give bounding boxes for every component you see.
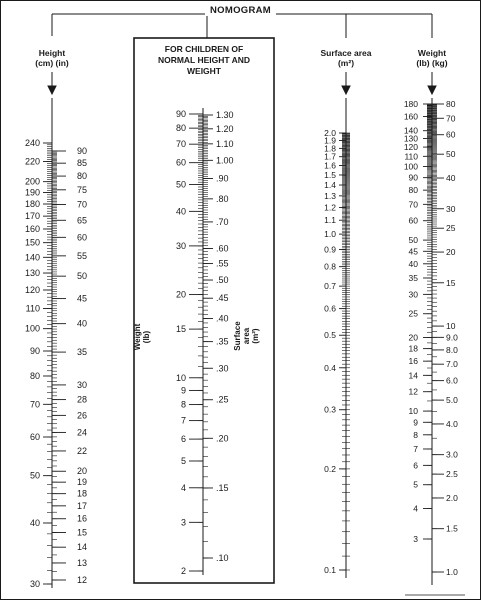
tick-label: 160	[403, 111, 418, 122]
tick-label: 9.0	[446, 332, 458, 343]
tick-label: .10	[216, 553, 229, 563]
tick-label: 5	[413, 479, 418, 490]
tick-label: .40	[216, 313, 229, 324]
tick-label: 14	[408, 370, 418, 381]
children-box	[134, 38, 274, 583]
tick-label: 30	[29, 579, 40, 589]
tick-label: 180	[403, 99, 418, 109]
tick-label: 40	[29, 517, 40, 528]
tick-label: 60	[408, 215, 418, 226]
tick-label: 30	[175, 240, 186, 251]
tick-label: 20	[175, 289, 186, 300]
tick-label: 1.3	[324, 190, 336, 201]
tick-label: 30	[446, 203, 456, 214]
tick-label: .20	[216, 433, 229, 444]
tick-label: 160	[24, 223, 40, 234]
tick-label: 8	[413, 429, 418, 440]
tick-label: 0.3	[324, 404, 336, 415]
tick-label: 1.10	[216, 138, 234, 149]
tick-label: 10	[408, 406, 418, 417]
tick-label: 7.0	[446, 359, 458, 370]
tick-label: 15	[175, 324, 186, 335]
tick-label: 3	[413, 534, 418, 544]
height-label: Height	[38, 48, 66, 58]
tick-label: 190	[24, 187, 40, 198]
tick-label: 40	[77, 318, 88, 329]
tick-label: 90	[29, 346, 40, 357]
box-header-line-3: WEIGHT	[187, 66, 221, 76]
tick-label: .80	[216, 193, 229, 204]
weight-label: Weight	[417, 48, 447, 58]
tick-label: 1.0	[446, 567, 458, 577]
tick-label: 45	[77, 293, 88, 304]
tick-label: .60	[216, 243, 229, 254]
tick-label: 80	[446, 99, 456, 109]
tick-label: 1.5	[324, 169, 336, 180]
tick-label: 12	[77, 575, 88, 585]
tick-label: 80	[77, 171, 88, 182]
nomogram-title: NOMOGRAM	[0, 5, 481, 16]
height-header	[22, 48, 82, 68]
tick-label: 40	[175, 206, 186, 217]
tick-label: 1.2	[324, 202, 336, 213]
tick-label: 2.0	[324, 128, 336, 138]
tick-label: 18	[408, 343, 418, 354]
tick-label: 2.0	[446, 492, 458, 503]
tick-label: 15	[77, 527, 88, 538]
tick-label: 6	[413, 460, 418, 471]
tick-label: 0.5	[324, 330, 336, 341]
tick-label: 7	[413, 443, 418, 454]
tick-label: .35	[216, 336, 229, 347]
tick-label: 70	[446, 113, 456, 124]
tick-label: 0.4	[324, 362, 336, 373]
tick-label: 15	[446, 277, 456, 288]
tick-label: 5.0	[446, 395, 458, 406]
tick-label: 100	[403, 161, 418, 172]
tick-label: 70	[29, 399, 40, 410]
tick-label: .55	[216, 258, 229, 269]
tick-label: 25	[446, 223, 456, 234]
weight-units: (lb) (kg)	[416, 58, 448, 68]
tick-label: 60	[77, 232, 88, 243]
tick-label: 24	[77, 427, 88, 438]
tick-label: 17	[77, 500, 88, 511]
tick-label: 1.1	[324, 215, 336, 226]
tick-label: 50	[77, 271, 88, 282]
tick-label: 1.0	[324, 229, 336, 240]
tick-label: 1.00	[216, 155, 234, 166]
tick-label: 9	[413, 417, 418, 428]
tick-label: 55	[77, 250, 88, 261]
tick-label: 40	[408, 258, 418, 269]
tick-label: 65	[77, 215, 88, 226]
tick-label: 26	[77, 410, 88, 421]
tick-label: 50	[408, 235, 418, 246]
tick-label: 1.6	[324, 160, 336, 171]
tick-label: 90	[175, 109, 186, 119]
tick-label: 3	[180, 517, 186, 528]
tick-label: 10	[175, 372, 186, 383]
tick-label: .45	[216, 293, 229, 304]
tick-label: 6.0	[446, 375, 458, 386]
tick-label: 60	[446, 129, 456, 140]
tick-label: 0.7	[324, 281, 336, 292]
tick-label: 140	[24, 252, 40, 263]
tick-label: 19	[77, 477, 88, 488]
tick-label: 2	[180, 566, 186, 576]
surface-area-label: Surface area	[320, 48, 372, 58]
tick-label: 80	[29, 370, 40, 381]
tick-label: 22	[77, 445, 88, 456]
tick-label: 200	[24, 176, 40, 187]
box-header-line-1: FOR CHILDREN OF	[164, 44, 244, 54]
tick-label: 20	[446, 247, 456, 258]
tick-label: 20	[408, 332, 418, 343]
tick-label: 70	[408, 199, 418, 210]
box-header	[136, 44, 272, 77]
tick-label: 240	[24, 138, 40, 148]
tick-label: 35	[77, 347, 88, 358]
tick-label: 120	[24, 285, 40, 295]
tick-label: 10	[446, 321, 456, 332]
tick-label: 110	[404, 151, 418, 162]
tick-label: 1.5	[446, 523, 458, 534]
tick-label: 1.9	[324, 135, 336, 146]
tick-label: 110	[25, 303, 40, 314]
tick-label: 1.8	[324, 143, 336, 154]
tick-label: 50	[29, 470, 40, 481]
tick-label: 8	[180, 399, 186, 410]
tick-label: 4	[413, 503, 418, 514]
tick-label: 50	[446, 149, 456, 160]
tick-label: 130	[403, 133, 418, 144]
tick-label: .50	[216, 275, 229, 286]
tick-label: 100	[24, 323, 40, 334]
tick-label: 90	[408, 172, 418, 183]
box-surface-label: Surface area (m²)	[233, 321, 260, 351]
outer-frame	[1, 1, 481, 600]
tick-label: 120	[403, 142, 418, 153]
tick-label: 16	[408, 356, 418, 367]
tick-label: 75	[77, 184, 88, 195]
tick-label: 60	[29, 432, 40, 442]
tick-label: 50	[175, 179, 186, 190]
tick-label: 90	[77, 146, 88, 156]
tick-label: 13	[77, 557, 88, 568]
tick-label: 45	[408, 246, 418, 257]
tick-label: .70	[216, 216, 229, 227]
tick-label: 18	[77, 488, 88, 499]
tick-label: 6	[180, 434, 186, 445]
tick-label: 14	[77, 542, 88, 553]
tick-label: 80	[408, 185, 418, 196]
tick-label: 80	[175, 123, 186, 134]
tick-label: 0.2	[324, 463, 336, 474]
box-header-line-2: NORMAL HEIGHT AND	[157, 55, 251, 65]
tick-label: 130	[24, 268, 40, 279]
tick-label: 1.4	[324, 180, 336, 191]
tick-label: 7	[180, 415, 186, 426]
tick-label: 25	[408, 308, 418, 319]
tick-label: 12	[408, 386, 418, 397]
tick-label: 180	[24, 199, 40, 210]
tick-label: 16	[77, 513, 88, 524]
tick-label: 0.6	[324, 303, 336, 314]
tick-label: 170	[24, 211, 40, 222]
tick-label: 30	[408, 289, 418, 300]
surface-area-header	[311, 48, 381, 68]
tick-label: 60	[175, 157, 186, 168]
tick-label: 220	[24, 156, 40, 167]
tick-label: 1.7	[324, 151, 336, 162]
tick-label: 70	[175, 139, 186, 150]
tick-label: 30	[77, 379, 88, 390]
tick-label: 0.1	[324, 565, 336, 575]
tick-label: 35	[408, 272, 418, 283]
tick-label: 140	[403, 125, 418, 136]
tick-label: .25	[216, 394, 229, 405]
tick-label: 40	[446, 173, 456, 184]
tick-label: 150	[24, 237, 40, 248]
height-units: (cm) (in)	[35, 58, 69, 68]
tick-label: 1.30	[216, 110, 234, 120]
tick-label: 4.0	[446, 418, 458, 429]
weight-header	[402, 48, 462, 68]
surface-area-units: (m²)	[337, 58, 355, 68]
tick-label: .15	[216, 482, 229, 493]
tick-label: 9	[180, 385, 186, 396]
tick-label: 85	[77, 158, 88, 169]
tick-label: 3.0	[446, 449, 458, 460]
tick-label: 28	[77, 394, 88, 405]
tick-label: 1.20	[216, 123, 234, 134]
top-bracket	[52, 14, 432, 38]
tick-label: .90	[216, 173, 229, 184]
tick-label: 20	[77, 466, 88, 477]
tick-label: 0.9	[324, 244, 336, 255]
tick-label: 70	[77, 199, 88, 210]
tick-label: .30	[216, 363, 229, 374]
tick-label: 8.0	[446, 344, 458, 355]
tick-label: 4	[180, 482, 186, 493]
tick-label: 0.8	[324, 261, 336, 272]
box-weight-label: Weight (lb)	[133, 323, 151, 351]
tick-label: 2.5	[446, 469, 458, 480]
tick-label: 5	[180, 455, 186, 466]
